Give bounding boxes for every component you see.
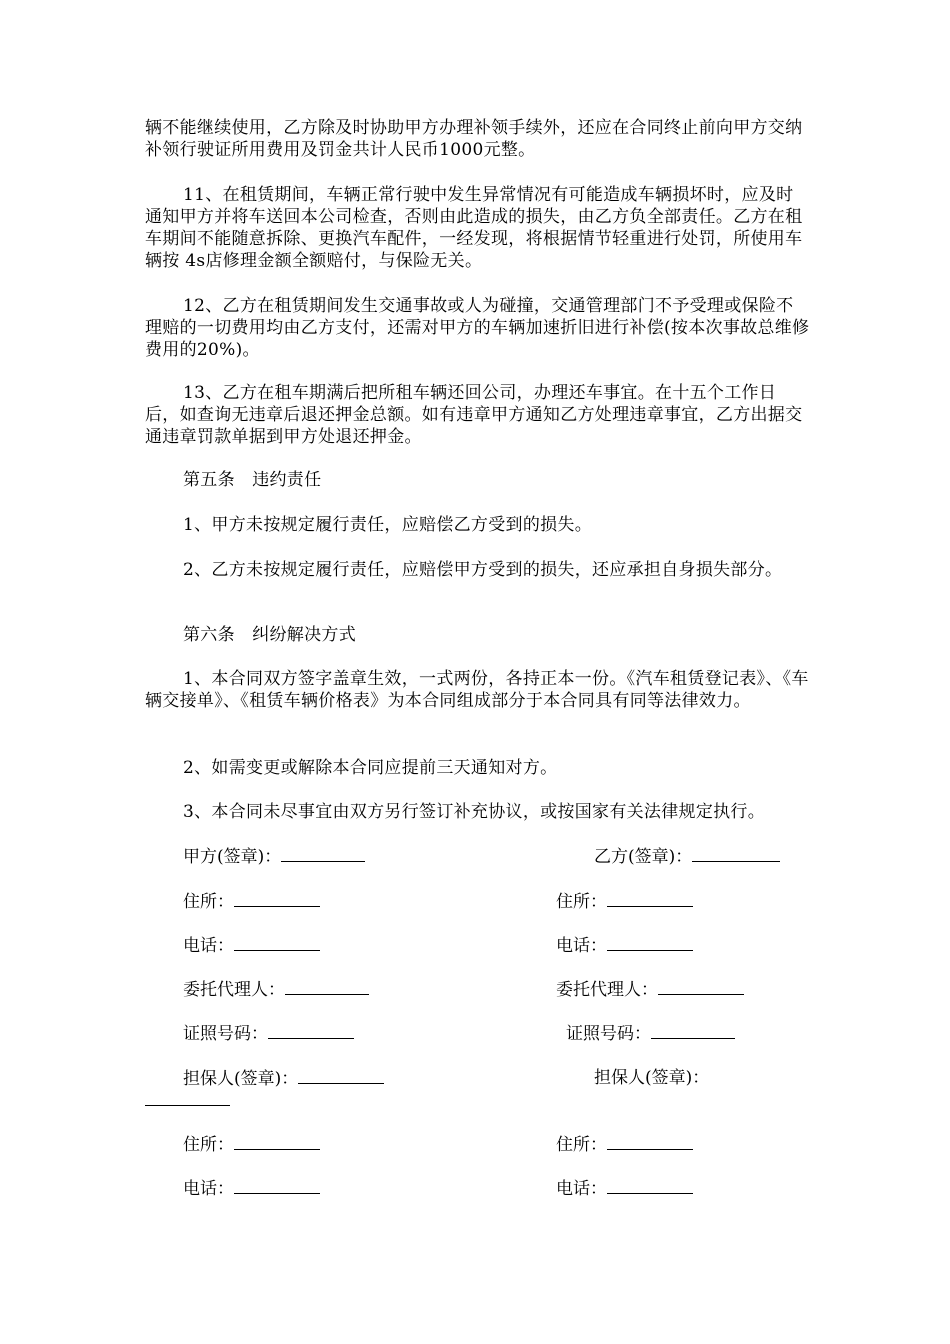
clause-13: 13、乙方在租车期满后把所租车辆还回公司，办理还车事宜。在十五个工作日后，如查询无违章后退还押金总额。如有违章甲方通知乙方处理违章事宜，乙方出据交通违章罚款单据到甲方处退还押金。 <box>145 383 803 447</box>
id-blank-a <box>268 1022 354 1039</box>
party-a-label: 甲方(签章)： <box>183 847 282 867</box>
party-b-label: 乙方(签章)： <box>594 847 693 867</box>
article-6-item-1: 1、本合同双方签字盖章生效，一式两份，各持正本一份。《汽车租赁登记表》、《车辆交接单》、《租赁车辆价格表》为本合同组成部分于本合同具有同等法律效力。 <box>145 669 809 711</box>
party-a-id-number <box>183 1022 354 1045</box>
party-b-blank <box>692 845 780 862</box>
g-address-blank-b <box>607 1133 693 1150</box>
g-phone-label-a: 电话： <box>183 1179 234 1199</box>
party-b-address <box>556 890 693 913</box>
party-a-signature <box>183 845 365 868</box>
guarantor-a-address <box>183 1133 320 1156</box>
clause-12: 12、乙方在租赁期间发生交通事故或人为碰撞，交通管理部门不予受理或保险不理赔的一切费用均由乙方支付，还需对甲方的车辆加速折旧进行补偿(按本次事故总维修费用的20%)。 <box>145 296 810 360</box>
phone-blank-a <box>234 934 320 951</box>
party-b-guarantor-blank-wrap <box>145 1089 230 1112</box>
party-b-guarantor <box>594 1067 709 1089</box>
g-address-label-a: 住所： <box>183 1135 234 1155</box>
g-address-blank-a <box>234 1133 320 1150</box>
agent-label-a: 委托代理人： <box>183 980 285 1000</box>
article-6-item-2: 2、如需变更或解除本合同应提前三天通知对方。 <box>183 758 558 778</box>
party-a-agent <box>183 978 369 1001</box>
phone-label-b: 电话： <box>556 936 607 956</box>
paragraph-continuation: 辆不能继续使用，乙方除及时协助甲方办理补领手续外，还应在合同终止前向甲方交纳补领行驶证所用费用及罚金共计人民币1000元整。 <box>145 118 803 160</box>
id-label-b: 证照号码： <box>566 1024 651 1044</box>
agent-blank-a <box>285 978 369 995</box>
address-blank-b <box>607 890 693 907</box>
phone-label-a: 电话： <box>183 936 234 956</box>
guarantor-blank-b <box>145 1089 230 1106</box>
party-a-address <box>183 890 320 913</box>
g-phone-label-b: 电话： <box>556 1179 607 1199</box>
party-b-phone <box>556 934 693 957</box>
party-a-blank <box>281 845 365 862</box>
phone-blank-b <box>607 934 693 951</box>
g-phone-blank-a <box>234 1177 320 1194</box>
guarantor-label-b: 担保人(签章)： <box>594 1068 710 1088</box>
guarantor-a-phone <box>183 1177 320 1200</box>
article-6-item-3: 3、本合同未尽事宜由双方另行签订补充协议，或按国家有关法律规定执行。 <box>183 802 766 822</box>
article-5-title: 第五条 违约责任 <box>183 470 322 490</box>
party-a-phone <box>183 934 320 957</box>
agent-blank-b <box>658 978 744 995</box>
clause-11: 11、在租赁期间，车辆正常行驶中发生异常情况有可能造成车辆损坏时，应及时通知甲方并将车送回本公司检查，否则由此造成的损失，由乙方负全部责任。乙方在租车期间不能随意拆除、更换汽车配件，一经发现，将根据情节轻重进行处罚，所使用车辆按 4s店修理金额全额赔付，与保险无关。 <box>145 185 803 271</box>
guarantor-b-phone <box>556 1177 693 1200</box>
article-5-item-1: 1、甲方未按规定履行责任，应赔偿乙方受到的损失。 <box>183 515 593 535</box>
party-b-agent <box>556 978 744 1001</box>
g-address-label-b: 住所： <box>556 1135 607 1155</box>
agent-label-b: 委托代理人： <box>556 980 658 1000</box>
id-label-a: 证照号码： <box>183 1024 268 1044</box>
address-label-b: 住所： <box>556 892 607 912</box>
article-5-item-2: 2、乙方未按规定履行责任，应赔偿甲方受到的损失，还应承担自身损失部分。 <box>183 560 783 580</box>
address-blank-a <box>234 890 320 907</box>
party-b-signature <box>594 845 780 868</box>
guarantor-b-address <box>556 1133 693 1156</box>
party-a-guarantor <box>183 1067 384 1090</box>
guarantor-blank-a <box>298 1067 384 1084</box>
address-label-a: 住所： <box>183 892 234 912</box>
g-phone-blank-b <box>607 1177 693 1194</box>
guarantor-label-a: 担保人(签章)： <box>183 1069 299 1089</box>
article-6-title: 第六条 纠纷解决方式 <box>183 625 356 645</box>
party-b-id-number <box>566 1022 735 1045</box>
id-blank-b <box>651 1022 735 1039</box>
